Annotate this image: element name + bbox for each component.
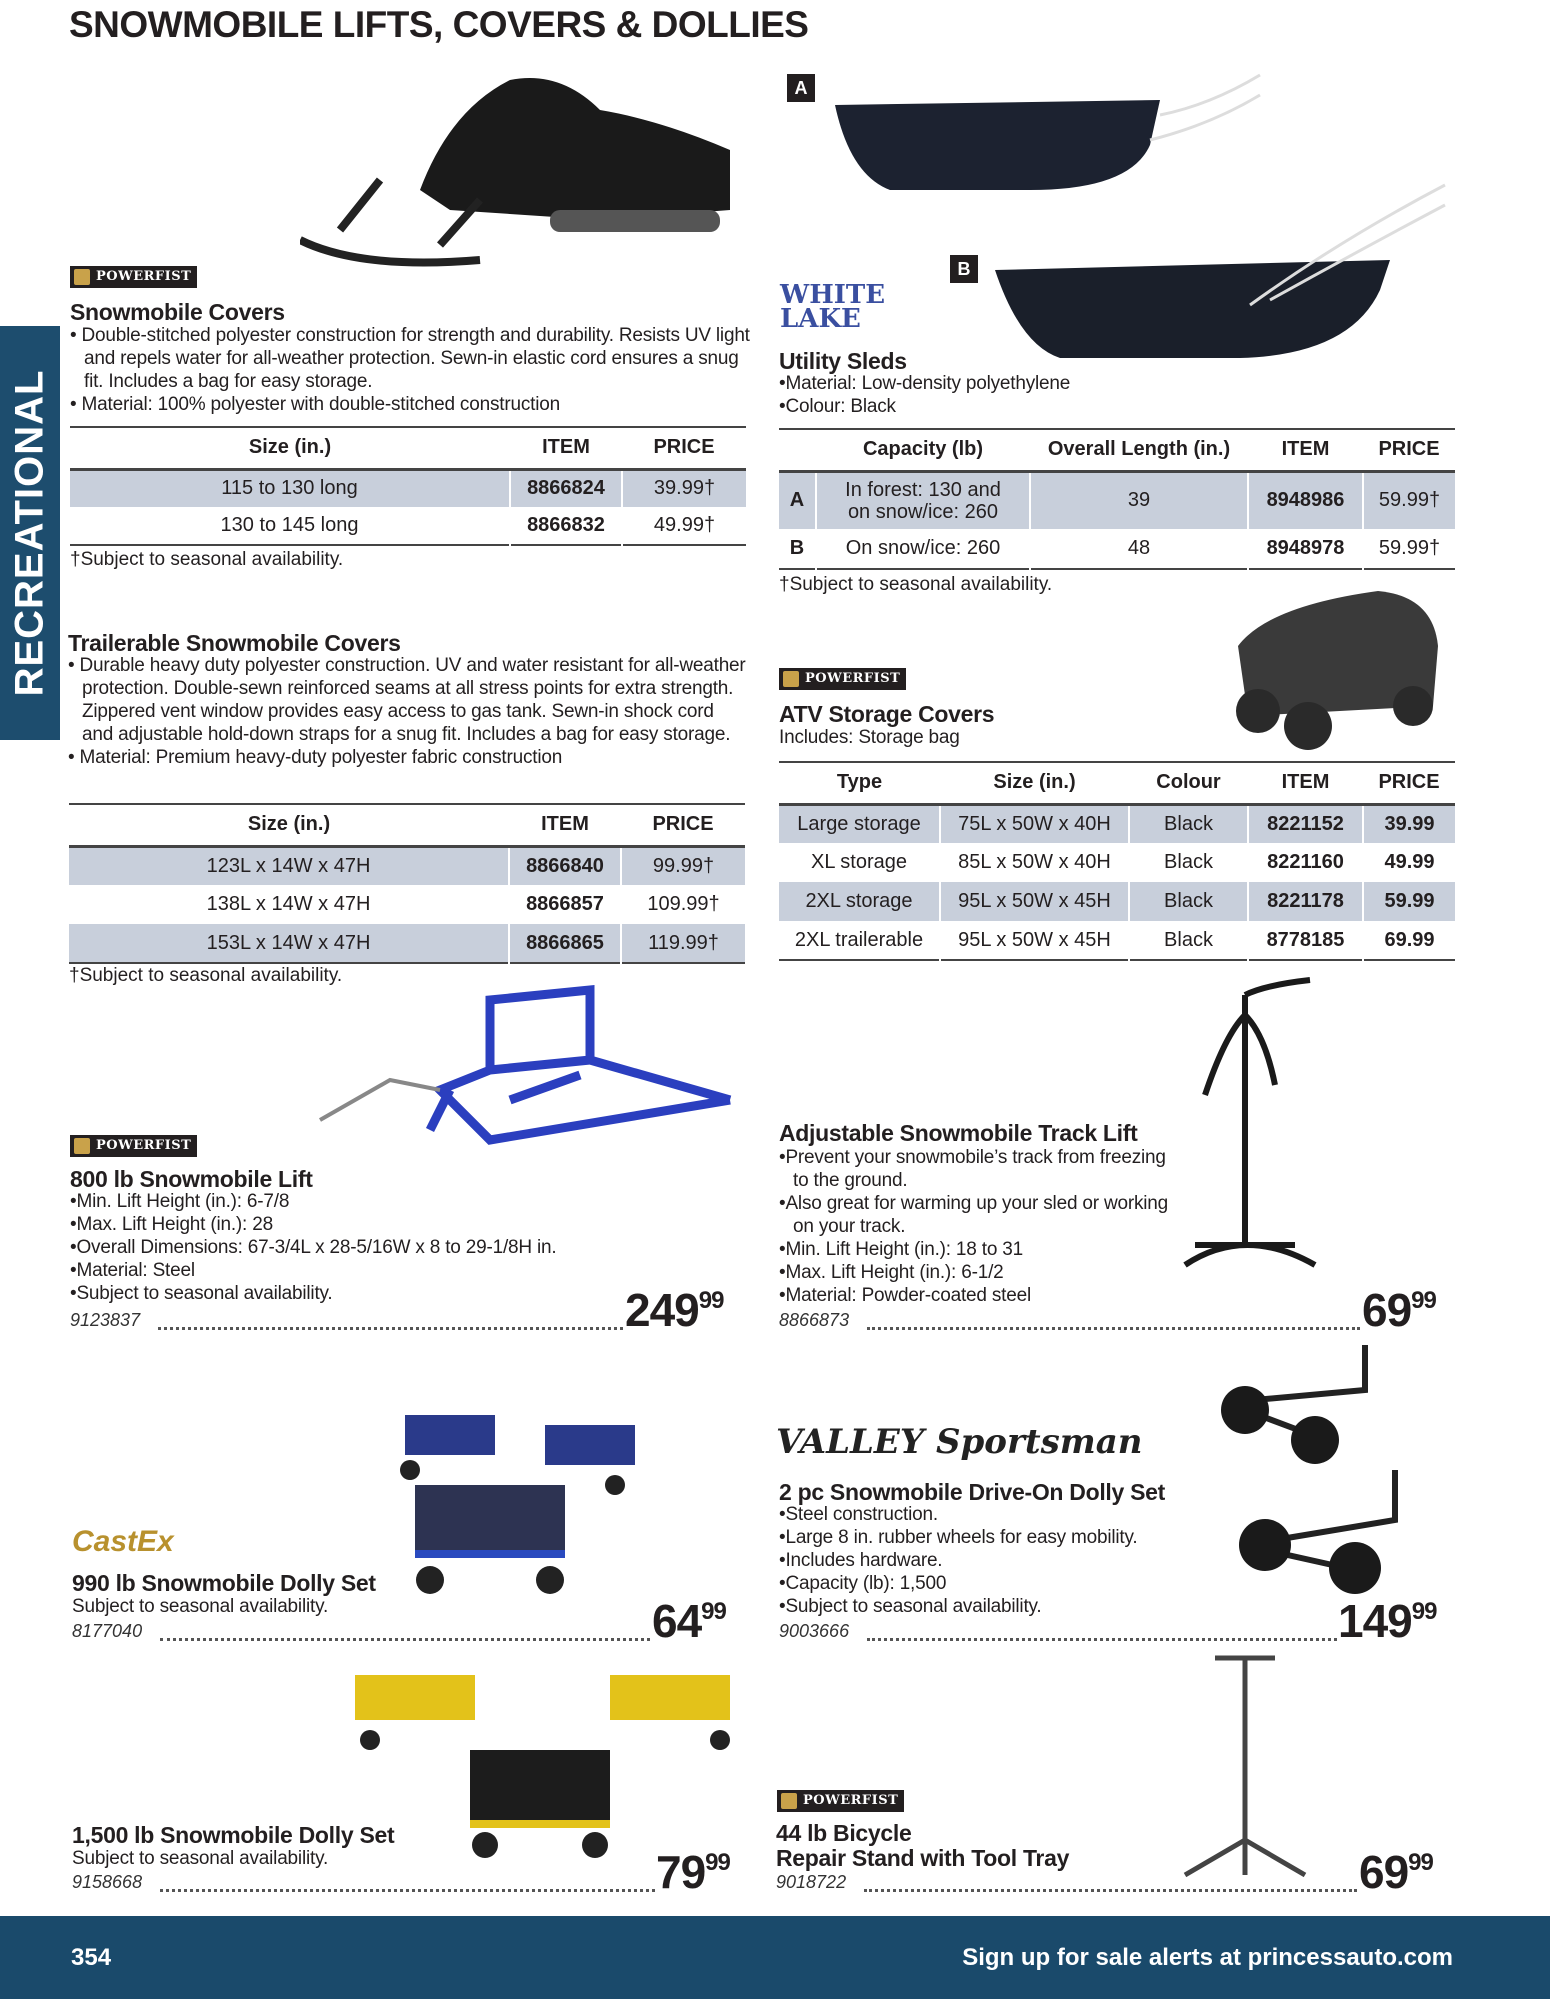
price: $64^{99}$	[652, 1595, 726, 1647]
col-header: ITEM	[510, 427, 622, 469]
table-cell: 39.99	[1363, 804, 1455, 843]
powerfist-logo: POWERFIST	[777, 1790, 904, 1812]
bullet: •Steel construction.	[779, 1504, 938, 1525]
bullet: •Colour: Black	[779, 396, 896, 417]
item-number: 8177040	[72, 1621, 143, 1641]
table-cell: 8221160	[1248, 843, 1363, 882]
section-tab-label: RECREATIONAL	[7, 369, 52, 697]
bullet: •Min. Lift Height (in.): 6-7/8	[70, 1191, 290, 1212]
table-cell: Black	[1129, 804, 1248, 843]
image-label-b: B	[950, 255, 978, 283]
price: $69^{99}$	[1362, 1284, 1436, 1336]
col-header: ITEM	[1248, 429, 1363, 471]
atv-covers-table	[779, 761, 1455, 961]
valley-logo: VALLEY Sportsman	[776, 1422, 1143, 1462]
table-cell: 8866865	[509, 924, 621, 963]
table-row	[70, 507, 746, 545]
bullet: • Durable heavy duty polyester construction. UV and water resistant for all-weather protection. Double-sewn reinforced seams at all stress points for extra strength. Zippered vent window provides easy access to gas tank. Sewn-in shock cord and adjustable hold-down straps for a snug fit. Includes a bag for easy storage.	[68, 655, 746, 745]
product-bullets	[70, 1190, 556, 1305]
table-row	[779, 843, 1455, 882]
trailerable-covers-table	[69, 803, 745, 964]
product-title: ATV Storage Covers	[779, 701, 995, 727]
bullet: •Material: Steel	[70, 1260, 195, 1281]
table-cell: 130 to 145 long	[220, 514, 359, 536]
bullet: • Double-stitched polyester construction for strength and durability. Resists UV light and repels water for all-weather protection. Sewn-in elastic cord ensures a snug fit. Includes a bag for easy storage.	[70, 325, 750, 392]
table-cell: 123L x 14W x 47H	[69, 846, 509, 885]
product-subtitle: Includes: Storage bag	[779, 727, 960, 748]
bike-stand-image	[1175, 1650, 1315, 1880]
table-cell: XL storage	[811, 851, 907, 873]
col-header: Size (in.)	[69, 804, 509, 846]
table-cell: B	[789, 537, 805, 559]
product-title: 2 pc Snowmobile Drive-On Dolly Set	[779, 1479, 1165, 1505]
atv-cover-image	[1228, 586, 1442, 751]
bullet: • Material: 100% polyester with double-stitched construction	[70, 394, 560, 415]
product-title: 44 lb Bicycle	[776, 1820, 912, 1846]
table-cell: 85L x 50W x 40H	[940, 843, 1129, 882]
bullet: •Subject to seasonal availability.	[70, 1283, 333, 1304]
product-title: Adjustable Snowmobile Track Lift	[779, 1120, 1138, 1146]
dotted-leader	[867, 1638, 1337, 1641]
bullet: •Min. Lift Height (in.): 18 to 31	[779, 1239, 1024, 1260]
bullet: •Material: Low-density polyethylene	[779, 373, 1071, 394]
price: $249^{99}$	[625, 1284, 724, 1336]
col-header: ITEM	[1248, 762, 1363, 804]
dotted-leader	[160, 1889, 655, 1892]
table-cell: 8866857	[509, 885, 621, 924]
sled-b-image	[990, 180, 1450, 360]
bullet: •Capacity (lb): 1,500	[779, 1573, 947, 1594]
table-cell: 49.99†	[622, 507, 746, 545]
table-cell: 95L x 50W x 45H	[940, 921, 1129, 960]
table-cell: 8778185	[1248, 921, 1363, 960]
table-cell: 8948978	[1248, 529, 1363, 569]
table-cell: Large storage	[779, 804, 940, 843]
product-title-line-2: Repair Stand with Tool Tray	[776, 1845, 1070, 1871]
item-number: 9123837	[70, 1310, 141, 1330]
col-header: PRICE	[1363, 429, 1455, 471]
table-cell: Black	[1129, 882, 1248, 921]
table-cell: 59.99	[1363, 882, 1455, 921]
price: $69^{99}$	[1359, 1846, 1433, 1898]
product-title: 800 lb Snowmobile Lift	[70, 1166, 313, 1192]
col-header: PRICE	[622, 427, 746, 469]
table-cell: 2XL storage	[779, 882, 940, 921]
page-title: SNOWMOBILE LIFTS, COVERS & DOLLIES	[69, 4, 809, 45]
table-cell: 2XL trailerable	[794, 928, 924, 951]
table-row	[69, 885, 745, 924]
table-cell: 39	[1030, 471, 1248, 529]
table-row	[779, 882, 1455, 921]
table-row	[779, 921, 1455, 960]
table-cell: 8948986	[1248, 471, 1363, 529]
col-header: Colour	[1129, 762, 1248, 804]
bullet: •Also great for warming up your sled or working on your track.	[779, 1193, 1169, 1237]
product-subtitle: Subject to seasonal availability.	[72, 1848, 329, 1869]
col-header: Size (in.)	[940, 762, 1129, 804]
bullet: •Max. Lift Height (in.): 6-1/2	[779, 1262, 1004, 1283]
table-cell: 8866832	[510, 507, 622, 545]
sale-alerts-link[interactable]: Sign up for sale alerts at princessauto.com	[962, 1944, 1453, 1971]
drive-on-dolly-image	[1215, 1340, 1445, 1600]
snowmobile-lift-image	[310, 980, 750, 1180]
item-number: 9158668	[72, 1872, 143, 1892]
table-cell: 8866840	[509, 846, 621, 885]
castex-logo: CastEx	[72, 1525, 174, 1558]
table-cell: Black	[1129, 921, 1248, 960]
table-cell: 69.99	[1363, 921, 1455, 960]
col-header: Overall Length (in.)	[1030, 429, 1248, 471]
track-lift-image	[1175, 975, 1325, 1285]
table-cell: 8221152	[1248, 804, 1363, 843]
table-row	[779, 804, 1455, 843]
dotted-leader	[158, 1327, 623, 1330]
col-header: Type	[779, 762, 940, 804]
table-row	[779, 471, 1455, 529]
product-title: Snowmobile Covers	[70, 299, 285, 325]
powerfist-logo: POWERFIST	[70, 1135, 197, 1157]
item-number: 9003666	[779, 1621, 850, 1641]
bullet: •Overall Dimensions: 67-3/4L x 28-5/16W x 8 to 29-1/8H in.	[70, 1237, 557, 1258]
image-label-a: A	[787, 74, 815, 102]
dotted-leader	[864, 1889, 1357, 1892]
table-row	[70, 469, 746, 507]
product-subtitle: Subject to seasonal availability.	[72, 1596, 329, 1617]
table-cell: 8221178	[1248, 882, 1363, 921]
table-cell: 8866824	[510, 469, 622, 507]
col-header: Capacity (lb)	[816, 429, 1030, 471]
table-row	[779, 529, 1455, 569]
bullet: •Large 8 in. rubber wheels for easy mobility.	[779, 1527, 1138, 1548]
table-cell: 59.99†	[1363, 529, 1455, 569]
table-cell: In forest: 130 and on snow/ice: 260	[816, 471, 1030, 529]
product-bullets	[779, 1503, 1137, 1618]
table-row	[69, 924, 745, 963]
bullet: •Material: Powder-coated steel	[779, 1285, 1031, 1306]
col-header: PRICE	[621, 804, 745, 846]
powerfist-logo: POWERFIST	[70, 266, 197, 288]
table-cell: 153L x 14W x 47H	[69, 924, 509, 963]
price: $149^{99}$	[1338, 1595, 1437, 1647]
col-header: ITEM	[509, 804, 621, 846]
product-title: 1,500 lb Snowmobile Dolly Set	[72, 1822, 395, 1848]
footnote: †Subject to seasonal availability.	[70, 549, 344, 570]
product-bullets	[68, 654, 748, 769]
table-cell: 109.99†	[621, 885, 745, 924]
dotted-leader	[867, 1327, 1360, 1330]
item-number: 8866873	[779, 1310, 850, 1330]
col-header: PRICE	[1363, 762, 1455, 804]
table-cell: 49.99	[1363, 843, 1455, 882]
product-bullets	[779, 1146, 1179, 1307]
price: $79^{99}$	[656, 1846, 730, 1898]
dotted-leader	[160, 1638, 650, 1641]
dolly-990-image	[385, 1405, 715, 1605]
sleds-table	[779, 428, 1455, 570]
powerfist-logo: POWERFIST	[779, 668, 906, 690]
product-bullets	[70, 324, 750, 416]
table-cell: 59.99†	[1363, 471, 1455, 529]
page-number: 354	[71, 1944, 112, 1971]
snowmobile-cover-image	[300, 70, 740, 270]
section-tab	[0, 326, 60, 740]
product-title: Utility Sleds	[779, 348, 907, 374]
table-cell: Black	[1129, 843, 1248, 882]
footnote: †Subject to seasonal availability.	[69, 965, 343, 986]
table-cell: 95L x 50W x 45H	[940, 882, 1129, 921]
page-footer	[0, 1916, 1550, 1999]
bullet: •Includes hardware.	[779, 1550, 943, 1571]
table-cell: 99.99†	[621, 846, 745, 885]
table-cell: 75L x 50W x 40H	[940, 804, 1129, 843]
table-cell: 115 to 130 long	[70, 469, 510, 507]
table-cell: A	[779, 471, 816, 529]
bullet: •Max. Lift Height (in.): 28	[70, 1214, 273, 1235]
table-cell: 48	[1030, 529, 1248, 569]
bullet: •Prevent your snowmobile’s track from freezing to the ground.	[779, 1147, 1166, 1191]
product-title: Trailerable Snowmobile Covers	[68, 630, 401, 656]
product-bullets	[779, 372, 1070, 418]
table-cell: On snow/ice: 260	[816, 529, 1030, 569]
footnote: †Subject to seasonal availability.	[779, 574, 1053, 595]
bullet: • Material: Premium heavy-duty polyester fabric construction	[68, 747, 563, 768]
table-cell: 119.99†	[621, 924, 745, 963]
bullet: •Subject to seasonal availability.	[779, 1596, 1042, 1617]
table-row	[69, 846, 745, 885]
item-number: 9018722	[776, 1872, 847, 1892]
table-cell: 138L x 14W x 47H	[206, 893, 371, 915]
col-header: Size (in.)	[70, 427, 510, 469]
white-lake-logo: WHITE LAKE	[780, 280, 886, 334]
dolly-1500-image	[350, 1660, 750, 1860]
snow-covers-table	[70, 426, 746, 546]
table-cell: 39.99†	[622, 469, 746, 507]
product-title: 990 lb Snowmobile Dolly Set	[72, 1570, 376, 1596]
